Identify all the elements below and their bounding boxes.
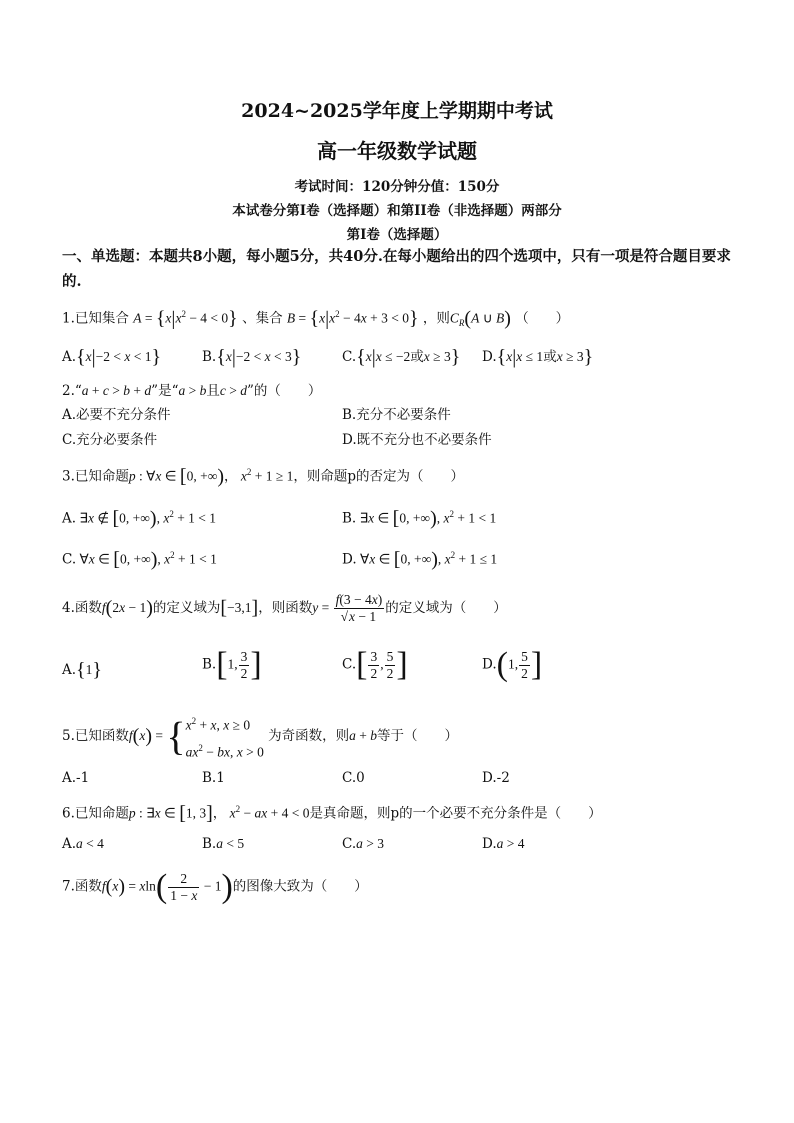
exam-subtitle: 高一年级数学试题 — [317, 139, 477, 163]
paper-structure-info: 本试卷分第I卷（选择题）和第II卷（非选择题）两部分 — [232, 203, 562, 219]
question-1-option-b[interactable]: B.{x|−2 < x < 3} — [202, 346, 302, 368]
question-4-stem: 4.函数f(2x − 1)的定义域为[−3,1]，则函数y = $\frac{f(3 - 4x)}{√x - 1}$ 的定义域为（ ） — [62, 592, 507, 624]
question-7-stem: 7.函数f(x) = xln( $\frac{2}{1 - x}$ − 1)的图像大致为（ ） — [62, 868, 368, 905]
question-2-stem: 2.“a + c > b + d”是“a > b且c > d”的（ ） — [62, 383, 322, 399]
question-5-option-d[interactable]: D.-2 — [482, 770, 510, 786]
question-1-option-d[interactable]: D.{x|x ≤ 1或x ≥ 3} — [482, 346, 594, 368]
volume-title: 第I卷（选择题） — [346, 227, 448, 243]
question-3-option-b[interactable]: B. ∃x ∈ [0, +∞), $x^2 + 1 < 1$ — [342, 507, 497, 530]
exam-time-info: 考试时间：120分钟分值：150分 — [294, 179, 500, 195]
question-6-option-b[interactable]: B.a < 5 — [202, 836, 245, 852]
question-3-option-c[interactable]: C. ∀x ∈ [0, +∞), $x^2 + 1 < 1$ — [62, 548, 217, 571]
question-5-option-a[interactable]: A.-1 — [62, 770, 90, 786]
question-1-stem: 1.已知集合 $A = \{x|x^2 - 4 < 0\}$ 、集合 $B = \{x|x^2 - 4x + 3 < 0\}$ ，则$C_R(A$ ∪ B) （ ） — [62, 307, 570, 330]
question-3-stem: 3.已知命题p : ∀x ∈ [0, +∞)， $x^2 + 1 \ge 1$，则命题p的否定为（ ） — [62, 465, 465, 488]
question-4-option-b[interactable]: B.[1, $\frac{3}{2}$ ] — [202, 646, 262, 683]
exam-title: 2024~2025学年度上学期期中考试 — [241, 100, 553, 122]
question-5-stem: 5.已知函数f(x) = { $x^2 + x$, x ≥ 0 $ax^2$ − bx, x > 0 为奇函数，则a + b等于（ ） — [62, 713, 458, 759]
question-1-option-c[interactable]: C.{x|x ≤ −2或x ≥ 3} — [342, 346, 461, 368]
question-6-option-c[interactable]: C.a > 3 — [342, 836, 385, 852]
section-heading: 一、单选题：本题共8小题，每小题5分，共40分.在每小题给出的四个选项中，只有一项是符合题目要求的. — [62, 248, 731, 290]
question-4-option-d[interactable]: D.(1, $\frac{5}{2}$ ] — [482, 646, 543, 683]
question-2-option-b[interactable]: B.充分不必要条件 — [342, 407, 451, 423]
question-3-option-a[interactable]: A. ∃x ∉ [0, +∞), $x^2 + 1 < 1$ — [62, 507, 217, 530]
question-3-option-d[interactable]: D. ∀x ∈ [0, +∞), $x^2 + 1 \le 1$ — [342, 548, 498, 571]
question-2-option-d[interactable]: D.既不充分也不必要条件 — [342, 432, 492, 448]
question-4-option-a[interactable]: A.{1} — [62, 659, 103, 681]
question-5-option-c[interactable]: C.0 — [342, 770, 365, 786]
question-4-option-c[interactable]: C.[ $\frac{3}{2}$ , $\frac{5}{2}$ ] — [342, 646, 408, 683]
question-6-option-d[interactable]: D.a > 4 — [482, 836, 525, 852]
question-6-stem: 6.已知命题p : ∃x ∈ [1, 3]， $x^2$ − ax + 4 < 0是真命题，则p的一个必要不充分条件是（ ） — [62, 802, 602, 825]
question-2-option-a[interactable]: A.必要不充分条件 — [62, 407, 171, 423]
question-1-option-a[interactable]: A.{x|−2 < x < 1} — [62, 346, 162, 368]
question-2-option-c[interactable]: C.充分必要条件 — [62, 432, 158, 448]
question-6-option-a[interactable]: A.a < 4 — [62, 836, 104, 852]
question-5-option-b[interactable]: B.1 — [202, 770, 225, 786]
